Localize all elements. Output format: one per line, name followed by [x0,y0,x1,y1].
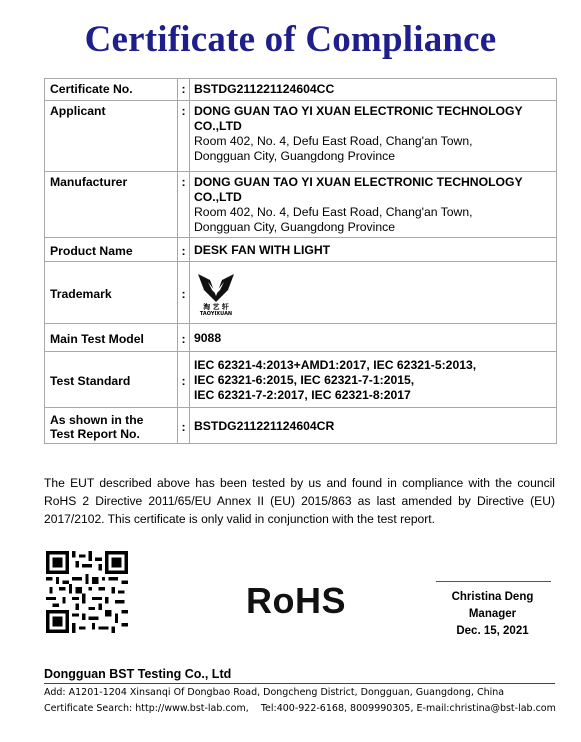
manufacturer-address-line2: Dongguan City, Guangdong Province [194,220,395,234]
rohs-mark: RoHS [246,580,346,621]
qr-code-icon [46,551,128,633]
trademark-logo-cn: 淘 艺 轩 [203,303,229,311]
label-product-name: Product Name [45,238,178,262]
label-test-report-line2: Test Report No. [50,427,140,441]
colon: : [178,79,190,101]
manufacturer-company: DONG GUAN TAO YI XUAN ELECTRONIC TECHNOLOGY CO.,LTD [194,175,523,204]
compliance-statement: The EUT described above has been tested by us and found in compliance with the council RoHS 2 Directive 2011/65/EU Annex II (EU) 2015/863 as last amended by Directive (EU) 2017/2102. This certificate is only valid in conjunction with the test report. [44,476,555,526]
label-manufacturer: Manufacturer [45,172,178,238]
colon: : [178,408,190,444]
trademark-logo [194,270,556,316]
value-product-name: DESK FAN WITH LIGHT [190,238,557,262]
value-main-test-model: 9088 [190,324,557,352]
footer-address: Add: A1201-1204 Xinsanqi Of Dongbao Road, Dongcheng District, Dongguan, Guangdong, China [44,687,505,698]
test-standard-line2: IEC 62321-6:2015, IEC 62321-7-1:2015, [194,372,415,387]
row-main-test-model [45,324,557,352]
value-applicant [190,101,557,172]
colon: : [178,262,190,324]
applicant-address-line1: Room 402, No. 4, Defu East Road, Chang'an Town, [194,134,473,148]
row-trademark [45,262,557,324]
row-product-name [45,238,557,262]
row-certificate-no [45,79,557,101]
colon: : [178,238,190,262]
applicant-address-line2: Dongguan City, Guangdong Province [194,149,395,163]
colon: : [178,101,190,172]
value-trademark [190,262,557,324]
signatory-name: Christina Deng [451,591,534,603]
colon: : [178,172,190,238]
label-main-test-model: Main Test Model [45,324,178,352]
colon: : [178,324,190,352]
value-test-standard [190,352,557,408]
row-test-report [45,408,557,444]
value-test-report: BSTDG211221124604CR [190,408,557,444]
certificate-info-table [44,78,557,444]
label-test-report-line1: As shown in the [50,413,144,427]
row-test-standard [45,352,557,408]
footer-certificate-search: Certificate Search: http://www.bst-lab.com, Tel:400-922-6168, 8009990305, E-mail:christina@bst-lab.com [44,703,556,714]
test-standard-line3: IEC 62321-7-2:2017, IEC 62321-8:2017 [194,387,411,402]
trademark-logo-en: TAOYIXUAN [199,311,233,316]
applicant-company: DONG GUAN TAO YI XUAN ELECTRONIC TECHNOLOGY CO.,LTD [194,104,523,133]
row-applicant [45,101,557,172]
footer-company: Dongguan BST Testing Co., Ltd [44,667,232,681]
signatory-block [420,589,565,640]
value-certificate-no: BSTDG211221124604CC [190,79,557,101]
colon: : [178,352,190,408]
label-test-report [45,408,178,444]
label-trademark: Trademark [45,262,178,324]
signature-line [436,581,551,582]
signatory-title: Manager [468,608,517,620]
label-applicant: Applicant [45,101,178,172]
manufacturer-address-line1: Room 402, No. 4, Defu East Road, Chang'an Town, [194,205,473,219]
footer-divider [44,683,555,684]
label-test-standard: Test Standard [45,352,178,408]
test-standard-line1: IEC 62321-4:2013+AMD1:2017, IEC 62321-5:2013, [194,357,477,372]
signatory-date: Dec. 15, 2021 [456,625,529,637]
taoyixuan-logo-icon [194,270,238,316]
certificate-title: Certificate of Compliance [84,19,497,60]
label-certificate-no: Certificate No. [45,79,178,101]
row-manufacturer [45,172,557,238]
value-manufacturer [190,172,557,238]
